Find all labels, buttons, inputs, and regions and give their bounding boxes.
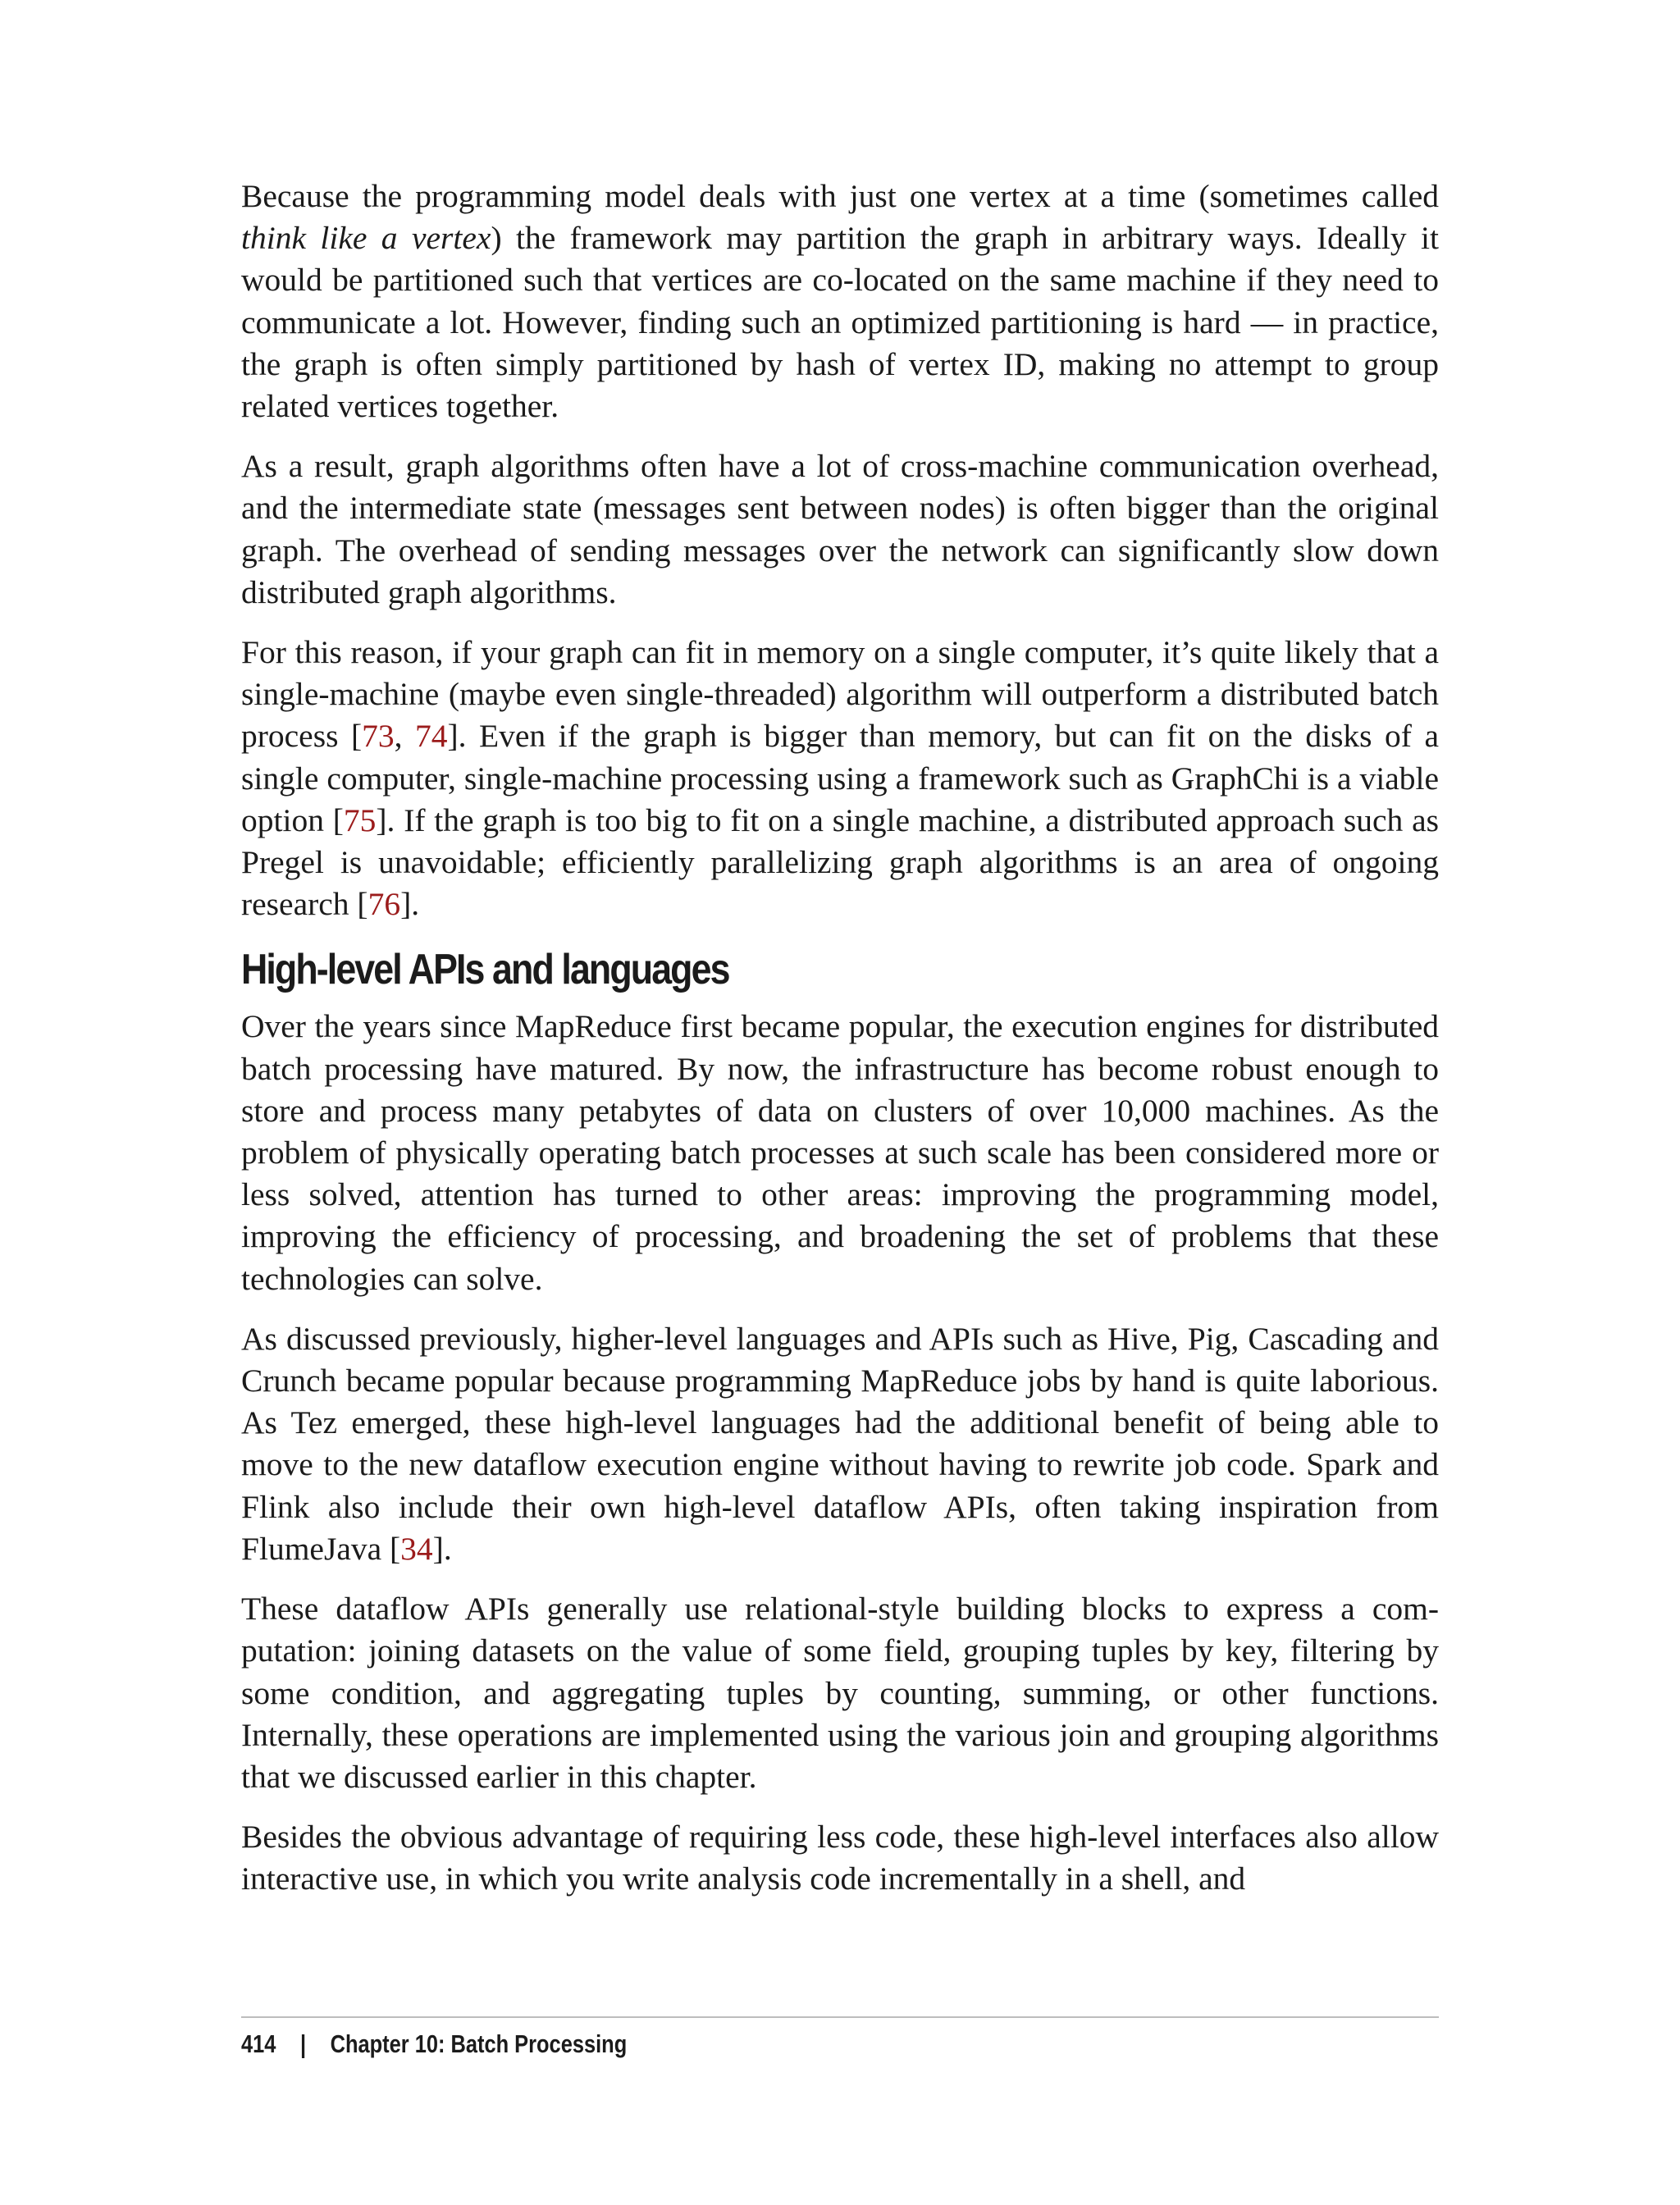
body-paragraph <box>241 1588 1439 1798</box>
footer-separator: | <box>299 2029 307 2058</box>
body-paragraph <box>241 1816 1439 1900</box>
text-run: , <box>394 718 415 755</box>
text-run: As discussed previously, higher-level languages and APIs such as Hive, Pig, Cascading and Crunch became popular because programming MapReduce jobs by hand is quite laborious. As Tez emerged, these high-level languages had the additional benefit of being able to move to the new dataflow execution engine without having to rewrite job code. Spark and Flink also include their own high-level dataflow APIs, often taking inspiration from FlumeJava [ <box>241 1320 1439 1567</box>
reference-link[interactable]: 73 <box>362 718 395 755</box>
page-content <box>241 176 1439 1919</box>
paragraph-group-bottom <box>241 1006 1439 1900</box>
text-run: ]. If the graph is too big to fit on a single machine, a distributed approach such as Pregel is unavoidable; efficiently parallelizing graph algorithms is an area of ongoing research [ <box>241 801 1439 923</box>
text-run: ) the framework may partition the graph in arbitrary ways. Ideally it would be partitioned such that vertices are co-located on the same machine if they need to communicate a lot. However, finding such an optimized partitioning is hard — in practice, the graph is often simply partitioned by hash of vertex ID, making no attempt to group related vertices together. <box>241 220 1439 425</box>
text-run: As a result, graph algorithms often have a lot of cross-machine communication overhead, and the intermediate state (messages sent between nodes) is often bigger than the original graph. The overhead of sending messages over the network can significantly slow down distributed graph algorithms. <box>241 448 1439 610</box>
emphasis-text: think like a vertex <box>241 220 491 257</box>
reference-link[interactable]: 76 <box>368 886 401 923</box>
text-run: ]. Even if the graph is bigger than memory, but can fit on the disks of a single computer, single-machine processing using a framework such as GraphChi is a viable option [ <box>241 718 1439 838</box>
text-run: These dataflow APIs generally use relational-style building blocks to express a computation: joining datasets on the value of some field, grouping tuples by key, filtering by some condition, and aggregating tuples by counting, summing, or other functions. Internally, these operations are implemented using the various join and grouping algorithms that we discussed earlier in this chapter. <box>241 1591 1439 1795</box>
text-run: Over the years since MapReduce first became popular, the execution engines for distributed batch processing have matured. By now, the infrastructure has become robust enough to store and process many petabytes of data on clusters of over 10,000 machines. As the problem of physically operating batch processes at such scale has been considered more or less solved, attention has turned to other areas: improving the programming model, improving the efficiency of processing, and broadening the set of problems that these technologies can solve. <box>241 1008 1439 1297</box>
text-run: For this reason, if your graph can fit in memory on a single computer, it’s quite likely that a single-machine (maybe even single-threaded) algorithm will outperform a distributed batch process [ <box>241 634 1439 755</box>
reference-link[interactable]: 75 <box>343 801 377 838</box>
reference-link[interactable]: 34 <box>400 1530 433 1567</box>
text-run: Besides the obvious advantage of requiring less code, these high-level interfaces also allow interactive use, in which you write analysis code incrementally in a shell, and <box>241 1819 1439 1897</box>
paragraph-group-top <box>241 176 1439 925</box>
text-run: Because the programming model deals with just one vertex at a time (sometimes called <box>241 178 1439 214</box>
text-run: ]. <box>432 1530 452 1567</box>
body-paragraph <box>241 632 1439 925</box>
page-number: 414 <box>241 2029 276 2058</box>
text-run: ]. <box>400 886 420 923</box>
body-paragraph <box>241 1006 1439 1299</box>
body-paragraph <box>241 445 1439 614</box>
page-footer <box>241 2026 627 2062</box>
footer-rule <box>241 2016 1439 2018</box>
chapter-title: Chapter 10: Batch Processing <box>330 2029 628 2058</box>
body-paragraph <box>241 176 1439 427</box>
body-paragraph <box>241 1318 1439 1570</box>
section-heading: High-level APIs and languages <box>241 946 729 994</box>
reference-link[interactable]: 74 <box>415 718 448 755</box>
